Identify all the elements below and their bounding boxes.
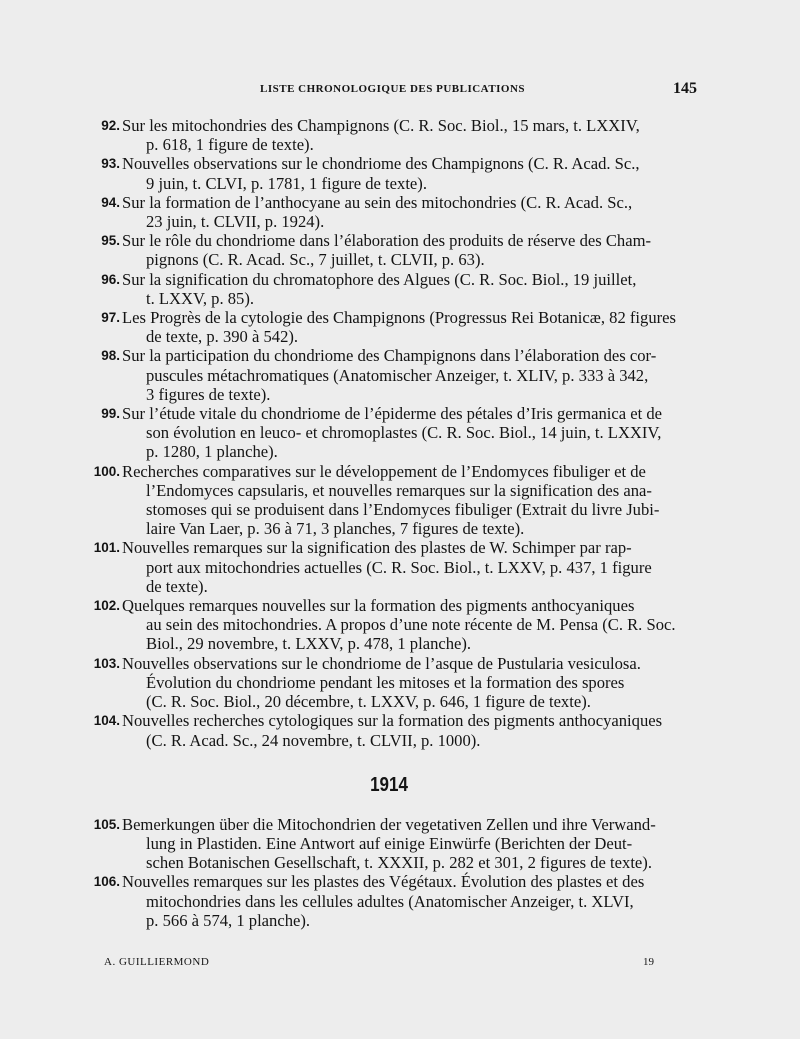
entry-number: 96.: [101, 271, 120, 287]
entry-text-line: Nouvelles remarques sur les plastes des Végétaux. Évolution des plastes et des: [122, 872, 645, 892]
page-number: 145: [673, 80, 697, 97]
entry-text-line: laire Van Laer, p. 36 à 71, 3 planches, 7 figures de texte).: [146, 519, 525, 539]
entry-text-line: Les Progrès de la cytologie des Champignons (Progressus Rei Botanicæ, 82 figures: [122, 308, 676, 328]
entry-number: 103.: [93, 655, 120, 671]
year-heading: 1914: [370, 773, 408, 796]
entry-text-line: au sein des mitochondries. A propos d’une note récente de M. Pensa (C. R. Soc.: [146, 615, 676, 635]
entry-number: 104.: [93, 713, 120, 729]
entry-text-line: son évolution en leuco- et chromoplastes (C. R. Soc. Biol., 14 juin, t. LXXIV,: [146, 423, 662, 443]
publication-entry: [80, 231, 698, 269]
running-title: LISTE CHRONOLOGIQUE DES PUBLICATIONS: [260, 83, 526, 95]
publication-list: [80, 116, 698, 930]
entry-number: 105.: [93, 816, 120, 832]
entry-text-line: puscules métachromatiques (Anatomischer Anzeiger, t. XLIV, p. 333 à 342,: [146, 365, 649, 385]
entry-number: 93.: [101, 156, 120, 172]
entry-text-line: Bemerkungen über die Mitochondrien der vegetativen Zellen und ihre Verwand-: [122, 814, 656, 834]
entry-text-line: pignons (C. R. Acad. Sc., 7 juillet, t. CLVII, p. 63).: [146, 250, 485, 270]
entry-text-line: p. 1280, 1 planche).: [146, 442, 278, 462]
entry-text-line: port aux mitochondries actuelles (C. R. Soc. Biol., t. LXXV, p. 437, 1 figure: [146, 557, 652, 577]
entry-number: 106.: [93, 874, 120, 890]
entry-text-line: Quelques remarques nouvelles sur la formation des pigments anthocyaniques: [122, 596, 635, 616]
entry-text-line: de texte).: [146, 576, 208, 596]
entry-text-line: Sur l’étude vitale du chondriome de l’épiderme des pétales d’Iris germanica et de: [122, 404, 663, 424]
signature-mark: 19: [643, 956, 654, 968]
entry-text-line: 23 juin, t. CLVII, p. 1924).: [146, 212, 325, 232]
entry-text-line: 3 figures de texte).: [146, 384, 271, 404]
entry-text-line: Sur les mitochondries des Champignons (C. R. Soc. Biol., 15 mars, t. LXXIV,: [122, 116, 640, 135]
entry-text-line: de texte, p. 390 à 542).: [146, 327, 299, 347]
entry-text-line: l’Endomyces capsularis, et nouvelles remarques sur la signification des ana-: [146, 480, 652, 500]
publication-entry: [80, 308, 698, 346]
entry-number: 97.: [101, 310, 120, 326]
publication-entry: [80, 596, 698, 654]
entry-text-line: Nouvelles observations sur le chondriome de l’asque de Pustularia vesiculosa.: [122, 653, 641, 673]
entry-text-line: Sur le rôle du chondriome dans l’élaboration des produits de réserve des Cham-: [122, 231, 652, 251]
entry-text-line: lung in Plastiden. Eine Antwort auf einige Einwürfe (Berichten der Deut-: [146, 833, 633, 853]
entry-text-line: Nouvelles remarques sur la signification des plastes de W. Schimper par rap-: [122, 538, 632, 558]
entry-text-line: 9 juin, t. CLVI, p. 1781, 1 figure de texte).: [146, 173, 427, 193]
entry-text-line: p. 618, 1 figure de texte).: [146, 135, 314, 155]
publication-entry: [80, 116, 698, 154]
publication-list-1914: [80, 815, 698, 930]
entry-text-line: Sur la signification du chromatophore des Algues (C. R. Soc. Biol., 19 juillet,: [122, 269, 637, 289]
publication-entry: [80, 404, 698, 462]
entry-text-line: Sur la participation du chondriome des Champignons dans l’élaboration des cor-: [122, 346, 657, 366]
publication-entry: [80, 538, 698, 596]
publication-entry: [80, 154, 698, 192]
entry-text-line: Biol., 29 novembre, t. LXXV, p. 478, 1 planche).: [146, 634, 472, 654]
entry-text-line: Sur la formation de l’anthocyane au sein des mitochondries (C. R. Acad. Sc.,: [122, 192, 633, 212]
entry-text-line: mitochondries dans les cellules adultes (Anatomischer Anzeiger, t. XLVI,: [146, 891, 634, 911]
footer-author: A. GUILLIERMOND: [104, 956, 210, 968]
publication-entry: [80, 815, 698, 873]
entry-text-line: (C. R. Acad. Sc., 24 novembre, t. CLVII, p. 1000).: [146, 730, 481, 750]
publication-entry: [80, 462, 698, 539]
publication-entry: [80, 346, 698, 404]
publication-entry: [80, 193, 698, 231]
entry-text-line: Évolution du chondriome pendant les mitoses et la formation des spores: [146, 672, 625, 692]
page-footer: [104, 956, 654, 976]
entry-text-line: Recherches comparatives sur le développement de l’Endomyces fibuliger et de: [122, 461, 646, 481]
entry-number: 98.: [101, 348, 120, 364]
entry-text-line: schen Botanischen Gesellschaft, t. XXXII, p. 282 et 301, 2 figures de texte).: [146, 853, 652, 873]
entry-text-line: stomoses qui se produisent dans l’Endomyces fibuliger (Extrait du livre Jubi-: [146, 500, 660, 520]
publication-entry: [80, 711, 698, 749]
entry-number: 95.: [101, 233, 120, 249]
entry-number: 102.: [93, 598, 120, 614]
entry-text-line: t. LXXV, p. 85).: [146, 288, 255, 308]
publication-entry: [80, 872, 698, 930]
entry-number: 101.: [93, 540, 120, 556]
entry-number: 92.: [101, 118, 120, 133]
entry-number: 99.: [101, 406, 120, 422]
publication-list-1913: [80, 116, 698, 750]
entry-text-line: p. 566 à 574, 1 planche).: [146, 910, 311, 930]
entry-text-line: (C. R. Soc. Biol., 20 décembre, t. LXXV, p. 646, 1 figure de texte).: [146, 692, 591, 712]
running-head: [260, 80, 697, 100]
publication-entry: [80, 654, 698, 712]
entry-number: 100.: [93, 463, 120, 479]
entry-number: 94.: [101, 194, 120, 210]
entry-text-line: Nouvelles recherches cytologiques sur la formation des pigments anthocyaniques: [122, 711, 663, 731]
publication-entry: [80, 270, 698, 308]
entry-text-line: Nouvelles observations sur le chondriome des Champignons (C. R. Acad. Sc.,: [122, 154, 640, 174]
